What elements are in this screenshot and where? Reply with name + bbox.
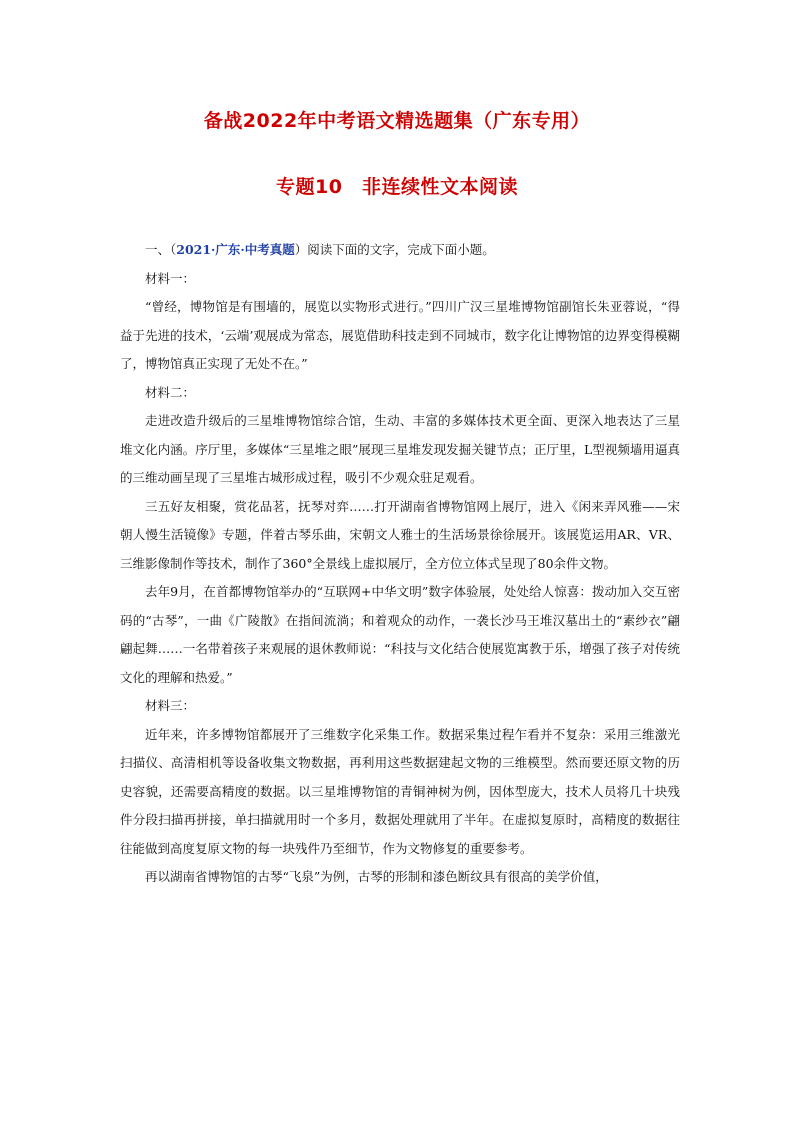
- question-stem: [120, 236, 680, 265]
- question-prefix: 一、（: [145, 242, 177, 257]
- material-2-paragraph-1: 走进改造升级后的三星堆博物馆综合馆，生动、丰富的多媒体技术更全面、更深入地表达了三星堆文化内涵。序厅里，多媒体“三星堆之眼”展现三星堆发现发掘关键节点；正厅里，L型视频墙用逼真的三维动画呈现了三星堆古城形成过程，吸引不少观众驻足观看。: [120, 413, 680, 485]
- material-label-1: 材料一：: [145, 270, 196, 286]
- document-title: 备战2022年中考语文精选题集（广东专用）: [203, 110, 591, 132]
- question-instruction: ）阅读下面的文字，完成下面小题。: [294, 242, 495, 257]
- material-1-paragraph-1: “曾经，博物馆是有围墙的，展览以实物形式进行。”四川广汉三星堆博物馆副馆长朱亚蓉说，“得益于先进的技术，‘云端’观展成为常态，展览借助科技走到不同城市，数字化让博物馆的边界变得模糊了，博物馆真正实现了无处不在。”: [120, 299, 680, 371]
- material-label-3: 材料三：: [145, 698, 196, 713]
- document-body: [120, 236, 680, 892]
- question-source: 2021·广东·中考真题: [176, 242, 295, 257]
- material-3-paragraph-2: 再以湖南省博物馆的古琴“飞泉”为例，古琴的形制和漆色断纹具有很高的美学价值，: [145, 869, 608, 884]
- material-2-paragraph-2: 三五好友相聚，赏花品茗，抚琴对弈……打开湖南省博物馆网上展厅，进入《闲来弄风雅——宋朝人慢生活镜像》专题，伴着古琴乐曲，宋朝文人雅士的生活场景徐徐展开。该展览运用AR、VR、三维影像制作等技术，制作了360°全景线上虚拟展厅，全方位立体式呈现了80余件文物。: [120, 498, 680, 571]
- document-subtitle: 专题10 非连续性文本阅读: [276, 176, 518, 198]
- material-3-paragraph-1: 近年来，许多博物馆都展开了三维数字化采集工作。数据采集过程乍看并不复杂：采用三维激光扫描仪、高清相机等设备收集文物数据，再利用这些数据建起文物的三维模型。然而要还原文物的历史容貌，还需要高精度的数据。以三星堆博物馆的青铜神树为例，因体型庞大，技术人员将几十块残件分段扫描再拼接，单扫描就用时一个多月，数据处理就用了半年。在虚拟复原时，高精度的数据往往能做到高度复原文物的每一块残件乃至细节，作为文物修复的重要参考。: [120, 726, 680, 856]
- material-label-2: 材料二：: [145, 384, 196, 400]
- material-2-paragraph-3: 去年9月，在首都博物馆举办的“互联网+中华文明”数字体验展，处处给人惊喜：拨动加入交互密码的“古琴”，一曲《广陵散》在指间流淌；和着观众的动作，一袭长沙马王堆汉墓出土的“素纱衣”翩翩起舞……一名带着孩子来观展的退休教师说：“科技与文化结合使展览寓教于乐，增强了孩子对传统文化的理解和热爱。”: [120, 584, 680, 685]
